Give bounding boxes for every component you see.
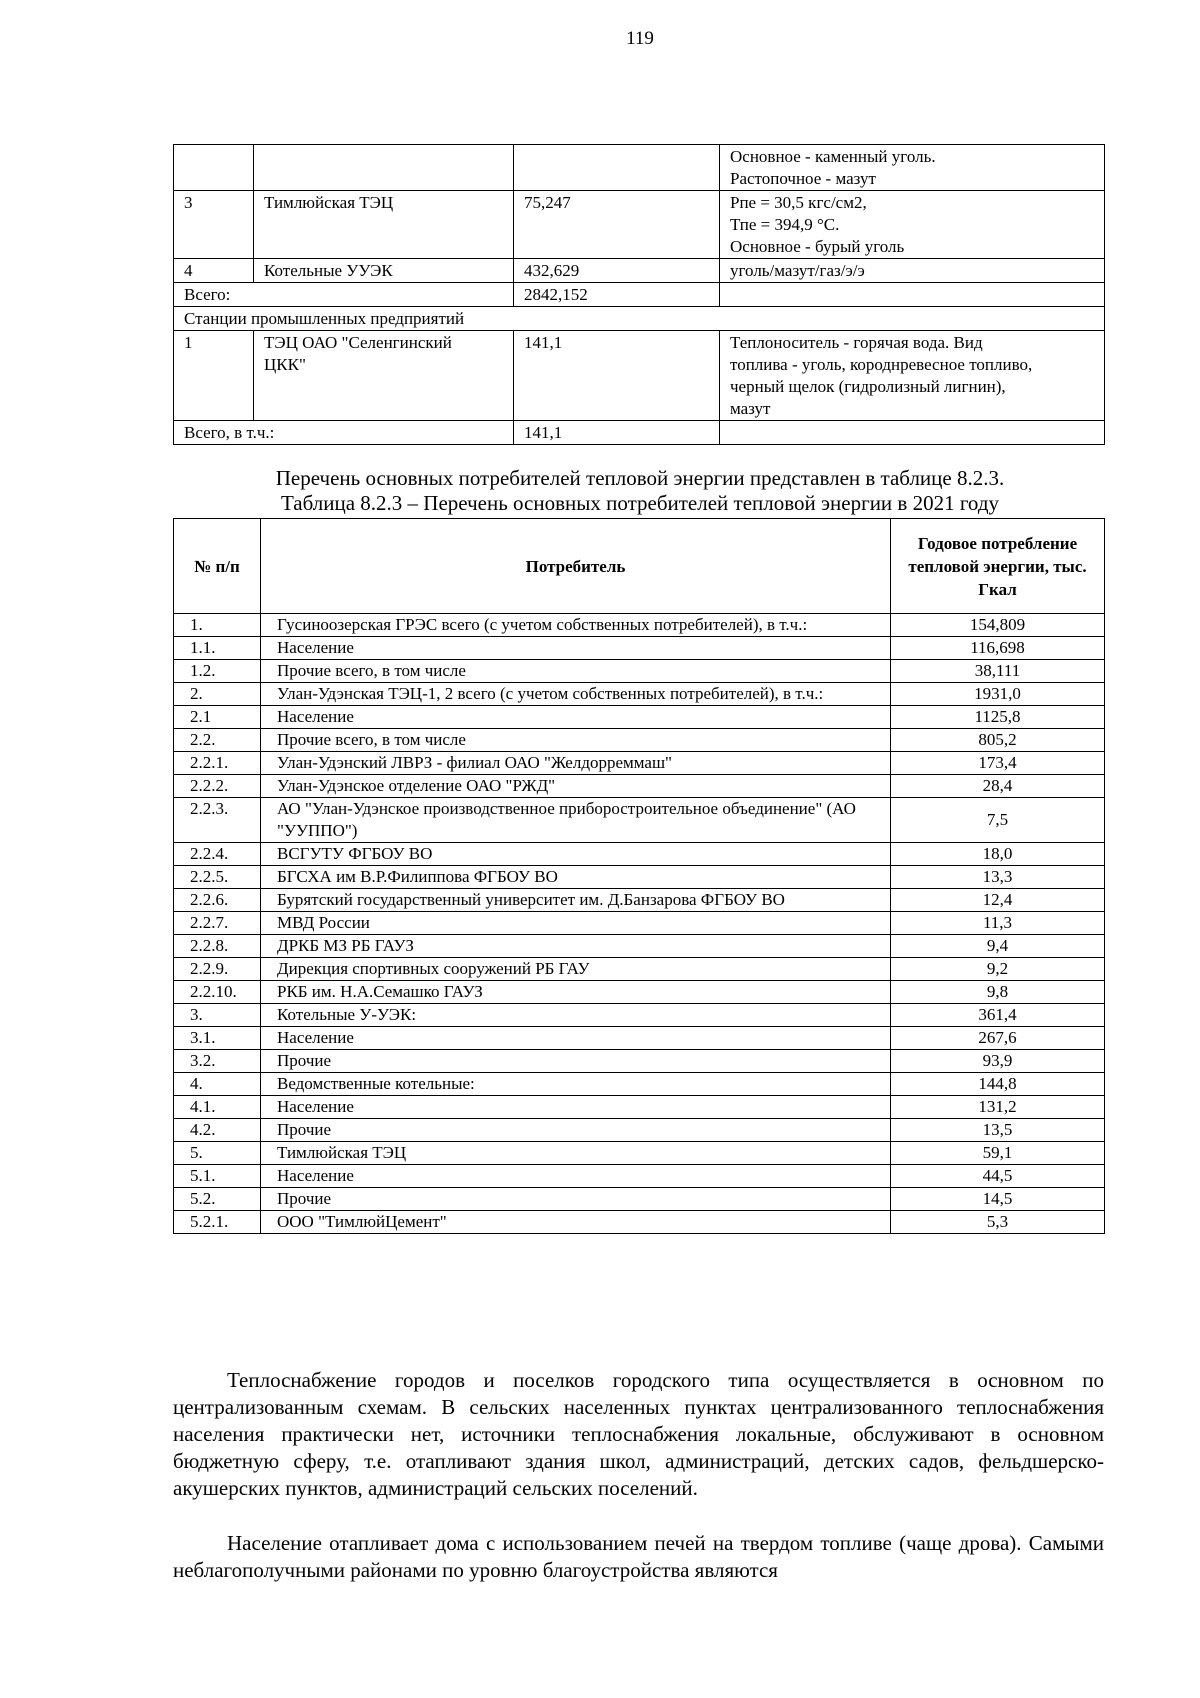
table-row [174, 1096, 1105, 1119]
table-cell [254, 331, 514, 421]
table-cell: 1 [174, 331, 254, 421]
consumer-name: Население [261, 1165, 891, 1188]
total-value: 141,1 [514, 421, 720, 445]
table-row [174, 660, 1105, 683]
table-cell [720, 421, 1105, 445]
table-header-row [174, 519, 1105, 614]
consumption-value: 1125,8 [891, 706, 1105, 729]
table-row [174, 775, 1105, 798]
cell-text: Рпе = 30,5 кгс/см2, [730, 193, 867, 212]
table-cell [514, 145, 720, 191]
cell-text: ТЭЦ ОАО "Селенгинский [264, 333, 452, 352]
row-number: 4.1. [174, 1096, 261, 1119]
row-number: 2.2.5. [174, 866, 261, 889]
consumer-name: Население [261, 706, 891, 729]
table-row [174, 843, 1105, 866]
consumption-value: 13,3 [891, 866, 1105, 889]
table-row [174, 259, 1105, 283]
total-value: 2842,152 [514, 283, 720, 307]
consumer-name: МВД России [261, 912, 891, 935]
consumer-name: Дирекция спортивных сооружений РБ ГАУ [261, 958, 891, 981]
table-row [174, 1073, 1105, 1096]
table-cell: Тимлюйская ТЭЦ [254, 191, 514, 259]
consumption-value: 5,3 [891, 1211, 1105, 1234]
table-row [174, 866, 1105, 889]
cell-text: Растопочное - мазут [730, 169, 876, 188]
table-row [174, 935, 1105, 958]
consumption-value: 361,4 [891, 1004, 1105, 1027]
table-row [174, 912, 1105, 935]
table-row [174, 331, 1105, 421]
table-cell: 432,629 [514, 259, 720, 283]
consumer-name: Улан-Удэнская ТЭЦ-1, 2 всего (с учетом собственных потребителей), в т.ч.: [261, 683, 891, 706]
consumption-value: 7,5 [891, 798, 1105, 843]
table-row [174, 614, 1105, 637]
row-number: 5.2.1. [174, 1211, 261, 1234]
cell-text: уголь/мазут/газ/э/э [730, 261, 865, 280]
table-cell [720, 145, 1105, 191]
page-number: 119 [626, 28, 654, 49]
table-cell [720, 283, 1105, 307]
consumer-name: АО "Улан-Удэнское производственное приборостроительное объединение" (АО "УУППО") [261, 798, 891, 843]
row-number: 4. [174, 1073, 261, 1096]
column-header-number: № п/п [174, 519, 261, 614]
body-paragraph: Теплоснабжение городов и поселков городского типа осуществляется в основном по централизованным схемам. В сельских населенных пунктах централизованного теплоснабжения населения практически нет, источники теплоснабжения локальные, обслуживают в основном бюджетную сферу, т.е. отапливают здания школ, администраций, детских садов, фельдшерско-акушерских пунктов, администраций сельских поселений. [173, 1368, 1104, 1500]
consumer-name: Ведомственные котельные: [261, 1073, 891, 1096]
table-cell [254, 145, 514, 191]
consumer-name: Прочие всего, в том числе [261, 660, 891, 683]
table-row [174, 1027, 1105, 1050]
row-number: 5. [174, 1142, 261, 1165]
consumer-name: Население [261, 1027, 891, 1050]
table-row [174, 798, 1105, 843]
consumption-value: 154,809 [891, 614, 1105, 637]
consumption-value: 267,6 [891, 1027, 1105, 1050]
consumer-name: Улан-Удэнское отделение ОАО "РЖД" [261, 775, 891, 798]
consumption-value: 1931,0 [891, 683, 1105, 706]
consumer-name: ДРКБ МЗ РБ ГАУЗ [261, 935, 891, 958]
row-number: 2.2.10. [174, 981, 261, 1004]
table-row [174, 752, 1105, 775]
table-row [174, 958, 1105, 981]
consumer-name: Котельные У-УЭК: [261, 1004, 891, 1027]
consumption-value: 28,4 [891, 775, 1105, 798]
consumer-name: Прочие [261, 1188, 891, 1211]
consumption-value: 59,1 [891, 1142, 1105, 1165]
row-number: 5.2. [174, 1188, 261, 1211]
consumer-name: Гусиноозерская ГРЭС всего (с учетом собственных потребителей), в т.ч.: [261, 614, 891, 637]
row-number: 2.2.3. [174, 798, 261, 843]
row-number: 2. [174, 683, 261, 706]
table-row [174, 191, 1105, 259]
consumer-name: РКБ им. Н.А.Семашко ГАУЗ [261, 981, 891, 1004]
cell-text: мазут [730, 399, 771, 418]
consumption-value: 14,5 [891, 1188, 1105, 1211]
consumption-value: 12,4 [891, 889, 1105, 912]
consumption-value: 173,4 [891, 752, 1105, 775]
consumer-name: ВСГУТУ ФГБОУ ВО [261, 843, 891, 866]
consumer-name: Прочие всего, в том числе [261, 729, 891, 752]
consumption-value: 144,8 [891, 1073, 1105, 1096]
table-cell [720, 191, 1105, 259]
total-label: Всего: [174, 283, 514, 307]
table-row [174, 981, 1105, 1004]
table-cell: 4 [174, 259, 254, 283]
consumer-name: Улан-Удэнский ЛВРЗ - филиал ОАО "Желдорреммаш" [261, 752, 891, 775]
row-number: 5.1. [174, 1165, 261, 1188]
consumer-name: ООО "ТимлюйЦемент" [261, 1211, 891, 1234]
row-number: 3.2. [174, 1050, 261, 1073]
table-row [174, 283, 1105, 307]
row-number: 2.2.8. [174, 935, 261, 958]
consumption-value: 13,5 [891, 1119, 1105, 1142]
table-row [174, 889, 1105, 912]
table-cell [720, 259, 1105, 283]
table-intro-text: Перечень основных потребителей тепловой энергии представлен в таблице 8.2.3. [275, 466, 1005, 490]
table-row [174, 421, 1105, 445]
table-cell: 3 [174, 191, 254, 259]
table-cell: Котельные УУЭК [254, 259, 514, 283]
table-cell [174, 145, 254, 191]
consumption-value: 93,9 [891, 1050, 1105, 1073]
consumption-value: 9,2 [891, 958, 1105, 981]
row-number: 2.2.2. [174, 775, 261, 798]
table-row [174, 1142, 1105, 1165]
table-row [174, 1119, 1105, 1142]
row-number: 2.2.9. [174, 958, 261, 981]
table-row [174, 683, 1105, 706]
table-row [174, 1211, 1105, 1234]
table-row [174, 1050, 1105, 1073]
consumer-name: Тимлюйская ТЭЦ [261, 1142, 891, 1165]
row-number: 3. [174, 1004, 261, 1027]
consumer-name: Бурятский государственный университет им. Д.Банзарова ФГБОУ ВО [261, 889, 891, 912]
consumption-value: 131,2 [891, 1096, 1105, 1119]
table-row [174, 1188, 1105, 1211]
row-number: 2.1 [174, 706, 261, 729]
cell-text: Основное - бурый уголь [730, 237, 905, 256]
table-row [174, 145, 1105, 191]
cell-text: Теплоноситель - горячая вода. Вид [730, 333, 983, 352]
consumers-table-body [174, 614, 1105, 1234]
heat-consumers-table [173, 518, 1105, 1234]
heat-sources-table [173, 144, 1105, 445]
consumer-name: Население [261, 637, 891, 660]
row-number: 1.2. [174, 660, 261, 683]
row-number: 2.2.6. [174, 889, 261, 912]
consumption-value: 38,111 [891, 660, 1105, 683]
table-row [174, 637, 1105, 660]
table-cell: 141,1 [514, 331, 720, 421]
cell-text: Тпе = 394,9 °С. [730, 215, 840, 234]
column-header-consumption: Годовое потребление тепловой энергии, тыс. Гкал [891, 519, 1105, 614]
table-cell: 75,247 [514, 191, 720, 259]
table-caption: Таблица 8.2.3 – Перечень основных потребителей тепловой энергии в 2021 году [280, 491, 1000, 515]
consumption-value: 11,3 [891, 912, 1105, 935]
consumption-value: 18,0 [891, 843, 1105, 866]
table-cell [720, 331, 1105, 421]
cell-text: топлива - уголь, короднревесное топливо, [730, 355, 1033, 374]
cell-text: черный щелок (гидролизный лигнин), [730, 377, 1006, 396]
table-row [174, 706, 1105, 729]
row-number: 4.2. [174, 1119, 261, 1142]
consumption-value: 116,698 [891, 637, 1105, 660]
row-number: 1. [174, 614, 261, 637]
table-row [174, 729, 1105, 752]
sources-table-body [174, 145, 1105, 445]
consumption-value: 9,8 [891, 981, 1105, 1004]
consumption-value: 805,2 [891, 729, 1105, 752]
cell-text: ЦКК" [264, 355, 306, 374]
table-row [174, 1165, 1105, 1188]
section-label: Станции промышленных предприятий [174, 307, 1105, 331]
row-number: 2.2.4. [174, 843, 261, 866]
consumer-name: Прочие [261, 1119, 891, 1142]
cell-text: Основное - каменный уголь. [730, 147, 936, 166]
consumption-value: 44,5 [891, 1165, 1105, 1188]
body-paragraph: Население отапливает дома с использованием печей на твердом топливе (чаще дрова). Самыми неблагополучными районами по уровню благоустройства являются [173, 1531, 1104, 1582]
row-number: 1.1. [174, 637, 261, 660]
row-number: 2.2.1. [174, 752, 261, 775]
table-row [174, 307, 1105, 331]
consumption-value: 9,4 [891, 935, 1105, 958]
table-row [174, 1004, 1105, 1027]
row-number: 2.2.7. [174, 912, 261, 935]
row-number: 3.1. [174, 1027, 261, 1050]
row-number: 2.2. [174, 729, 261, 752]
consumer-name: БГСХА им В.Р.Филиппова ФГБОУ ВО [261, 866, 891, 889]
total-label: Всего, в т.ч.: [174, 421, 514, 445]
consumer-name: Прочие [261, 1050, 891, 1073]
column-header-consumer: Потребитель [261, 519, 891, 614]
consumer-name: Население [261, 1096, 891, 1119]
